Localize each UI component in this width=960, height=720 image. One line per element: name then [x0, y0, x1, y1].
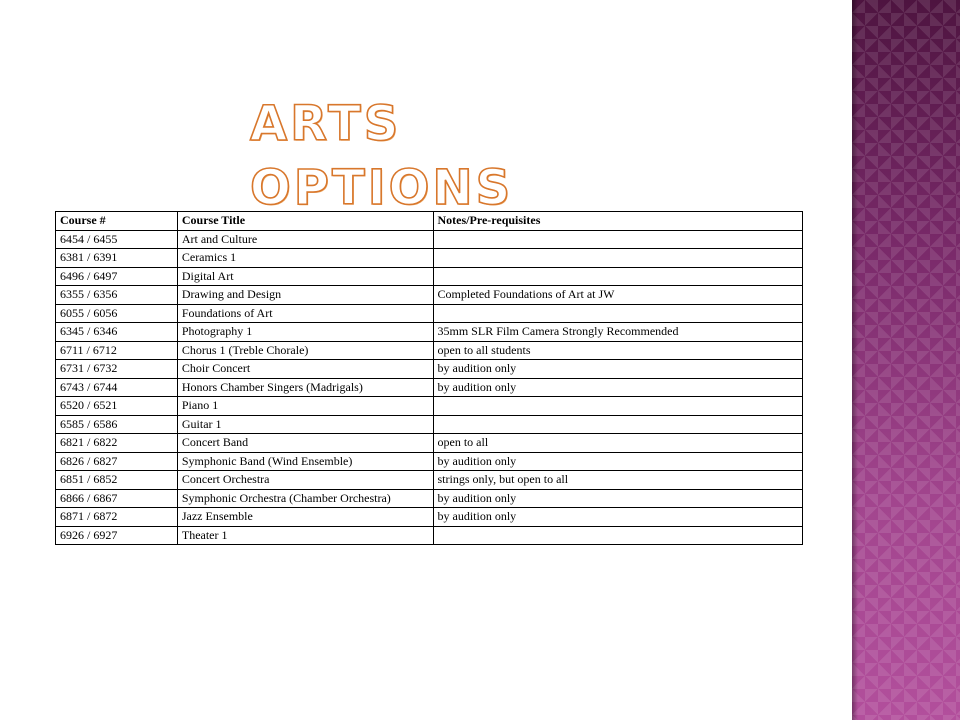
notes-cell: by audition only — [433, 508, 802, 527]
course-number-cell: 6355 / 6356 — [56, 286, 178, 305]
table-row — [56, 415, 803, 434]
course-title-cell: Symphonic Orchestra (Chamber Orchestra) — [177, 489, 433, 508]
course-number-cell: 6851 / 6852 — [56, 471, 178, 490]
notes-cell — [433, 267, 802, 286]
notes-cell — [433, 304, 802, 323]
course-number-cell: 6731 / 6732 — [56, 360, 178, 379]
course-number-cell: 6520 / 6521 — [56, 397, 178, 416]
table-row — [56, 397, 803, 416]
table-row — [56, 489, 803, 508]
notes-cell — [433, 526, 802, 545]
course-number-cell: 6711 / 6712 — [56, 341, 178, 360]
course-number-cell: 6926 / 6927 — [56, 526, 178, 545]
course-number-cell: 6826 / 6827 — [56, 452, 178, 471]
course-title-cell: Photography 1 — [177, 323, 433, 342]
course-number-cell: 6496 / 6497 — [56, 267, 178, 286]
header-course-title: Course Title — [177, 212, 433, 231]
course-title-cell: Choir Concert — [177, 360, 433, 379]
table-row — [56, 471, 803, 490]
table-row — [56, 267, 803, 286]
course-title-cell: Theater 1 — [177, 526, 433, 545]
course-title-cell: Concert Orchestra — [177, 471, 433, 490]
notes-cell — [433, 415, 802, 434]
course-title-cell: Art and Culture — [177, 230, 433, 249]
notes-cell: Completed Foundations of Art at JW — [433, 286, 802, 305]
notes-cell: strings only, but open to all — [433, 471, 802, 490]
course-title-cell: Chorus 1 (Treble Chorale) — [177, 341, 433, 360]
page-title: ARTS OPTIONS — [250, 96, 514, 216]
table-row — [56, 230, 803, 249]
notes-cell — [433, 249, 802, 268]
table-header-row — [56, 212, 803, 231]
table-row — [56, 249, 803, 268]
course-title-cell: Digital Art — [177, 267, 433, 286]
course-number-cell: 6345 / 6346 — [56, 323, 178, 342]
course-title-cell: Jazz Ensemble — [177, 508, 433, 527]
course-number-cell: 6381 / 6391 — [56, 249, 178, 268]
course-title-cell: Symphonic Band (Wind Ensemble) — [177, 452, 433, 471]
notes-cell: open to all students — [433, 341, 802, 360]
table-row — [56, 304, 803, 323]
table-row — [56, 434, 803, 453]
header-notes: Notes/Pre-requisites — [433, 212, 802, 231]
course-title-cell: Foundations of Art — [177, 304, 433, 323]
course-title-cell: Guitar 1 — [177, 415, 433, 434]
course-number-cell: 6585 / 6586 — [56, 415, 178, 434]
course-number-cell: 6866 / 6867 — [56, 489, 178, 508]
table-body — [56, 230, 803, 545]
notes-cell: by audition only — [433, 378, 802, 397]
course-title-cell: Ceramics 1 — [177, 249, 433, 268]
course-title-cell: Drawing and Design — [177, 286, 433, 305]
course-number-cell: 6821 / 6822 — [56, 434, 178, 453]
course-number-cell: 6055 / 6056 — [56, 304, 178, 323]
table-row — [56, 286, 803, 305]
notes-cell: by audition only — [433, 360, 802, 379]
course-number-cell: 6454 / 6455 — [56, 230, 178, 249]
notes-cell: open to all — [433, 434, 802, 453]
notes-cell: 35mm SLR Film Camera Strongly Recommended — [433, 323, 802, 342]
notes-cell: by audition only — [433, 452, 802, 471]
course-number-cell: 6743 / 6744 — [56, 378, 178, 397]
decorative-side-strip — [852, 0, 960, 720]
table-row — [56, 508, 803, 527]
table-row — [56, 360, 803, 379]
notes-cell — [433, 397, 802, 416]
table-row — [56, 323, 803, 342]
course-title-cell: Piano 1 — [177, 397, 433, 416]
notes-cell: by audition only — [433, 489, 802, 508]
course-title-cell: Honors Chamber Singers (Madrigals) — [177, 378, 433, 397]
header-course-number: Course # — [56, 212, 178, 231]
table-row — [56, 526, 803, 545]
table-row — [56, 378, 803, 397]
courses-table — [55, 211, 803, 545]
table-row — [56, 452, 803, 471]
notes-cell — [433, 230, 802, 249]
course-number-cell: 6871 / 6872 — [56, 508, 178, 527]
table-row — [56, 341, 803, 360]
course-title-cell: Concert Band — [177, 434, 433, 453]
